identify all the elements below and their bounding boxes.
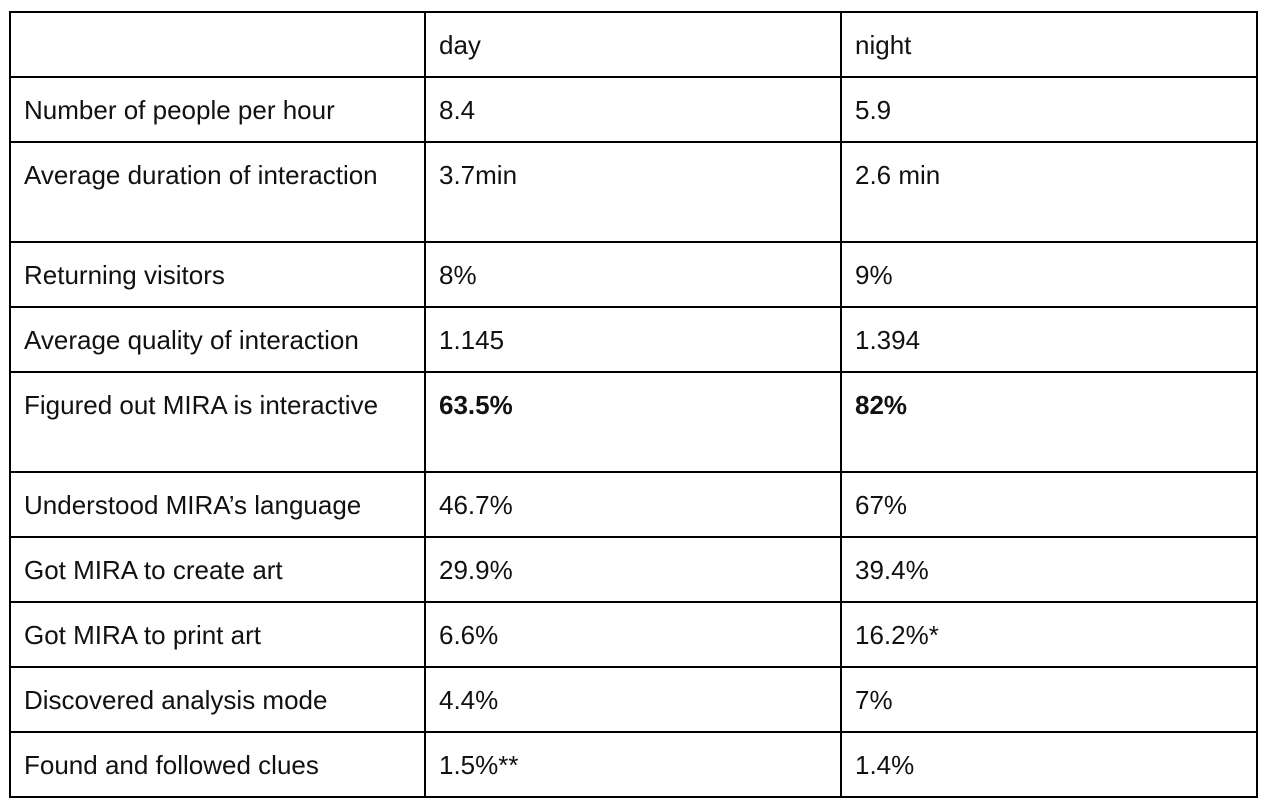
table-row bbox=[10, 537, 1257, 602]
night-value: 1.394 bbox=[841, 307, 1257, 372]
night-value: 82% bbox=[841, 372, 1257, 472]
row-label: Figured out MIRA is interactive bbox=[10, 372, 425, 472]
day-value: 4.4% bbox=[425, 667, 841, 732]
data-table-container bbox=[9, 11, 1258, 798]
day-value: 8% bbox=[425, 242, 841, 307]
row-label: Returning visitors bbox=[10, 242, 425, 307]
table-row bbox=[10, 667, 1257, 732]
day-value: 1.145 bbox=[425, 307, 841, 372]
row-label: Number of people per hour bbox=[10, 77, 425, 142]
row-label: Got MIRA to create art bbox=[10, 537, 425, 602]
table-row bbox=[10, 602, 1257, 667]
table-row bbox=[10, 77, 1257, 142]
header-cell-night: night bbox=[841, 12, 1257, 77]
row-label: Understood MIRA’s language bbox=[10, 472, 425, 537]
night-value: 9% bbox=[841, 242, 1257, 307]
row-label: Average quality of interaction bbox=[10, 307, 425, 372]
night-value: 1.4% bbox=[841, 732, 1257, 797]
table-row bbox=[10, 732, 1257, 797]
day-value: 8.4 bbox=[425, 77, 841, 142]
night-value: 7% bbox=[841, 667, 1257, 732]
night-value: 67% bbox=[841, 472, 1257, 537]
header-row bbox=[10, 12, 1257, 77]
row-label: Discovered analysis mode bbox=[10, 667, 425, 732]
day-value: 3.7min bbox=[425, 142, 841, 242]
day-value: 63.5% bbox=[425, 372, 841, 472]
table-row bbox=[10, 307, 1257, 372]
day-value: 6.6% bbox=[425, 602, 841, 667]
night-value: 39.4% bbox=[841, 537, 1257, 602]
header-cell-empty bbox=[10, 12, 425, 77]
row-label: Found and followed clues bbox=[10, 732, 425, 797]
night-value: 5.9 bbox=[841, 77, 1257, 142]
night-value: 2.6 min bbox=[841, 142, 1257, 242]
table-row bbox=[10, 242, 1257, 307]
day-value: 1.5%** bbox=[425, 732, 841, 797]
header-cell-day: day bbox=[425, 12, 841, 77]
table-row bbox=[10, 472, 1257, 537]
table-row bbox=[10, 142, 1257, 242]
night-value: 16.2%* bbox=[841, 602, 1257, 667]
day-value: 29.9% bbox=[425, 537, 841, 602]
row-label: Average duration of interaction bbox=[10, 142, 425, 242]
table-row bbox=[10, 372, 1257, 472]
day-value: 46.7% bbox=[425, 472, 841, 537]
comparison-table bbox=[9, 11, 1258, 798]
row-label: Got MIRA to print art bbox=[10, 602, 425, 667]
